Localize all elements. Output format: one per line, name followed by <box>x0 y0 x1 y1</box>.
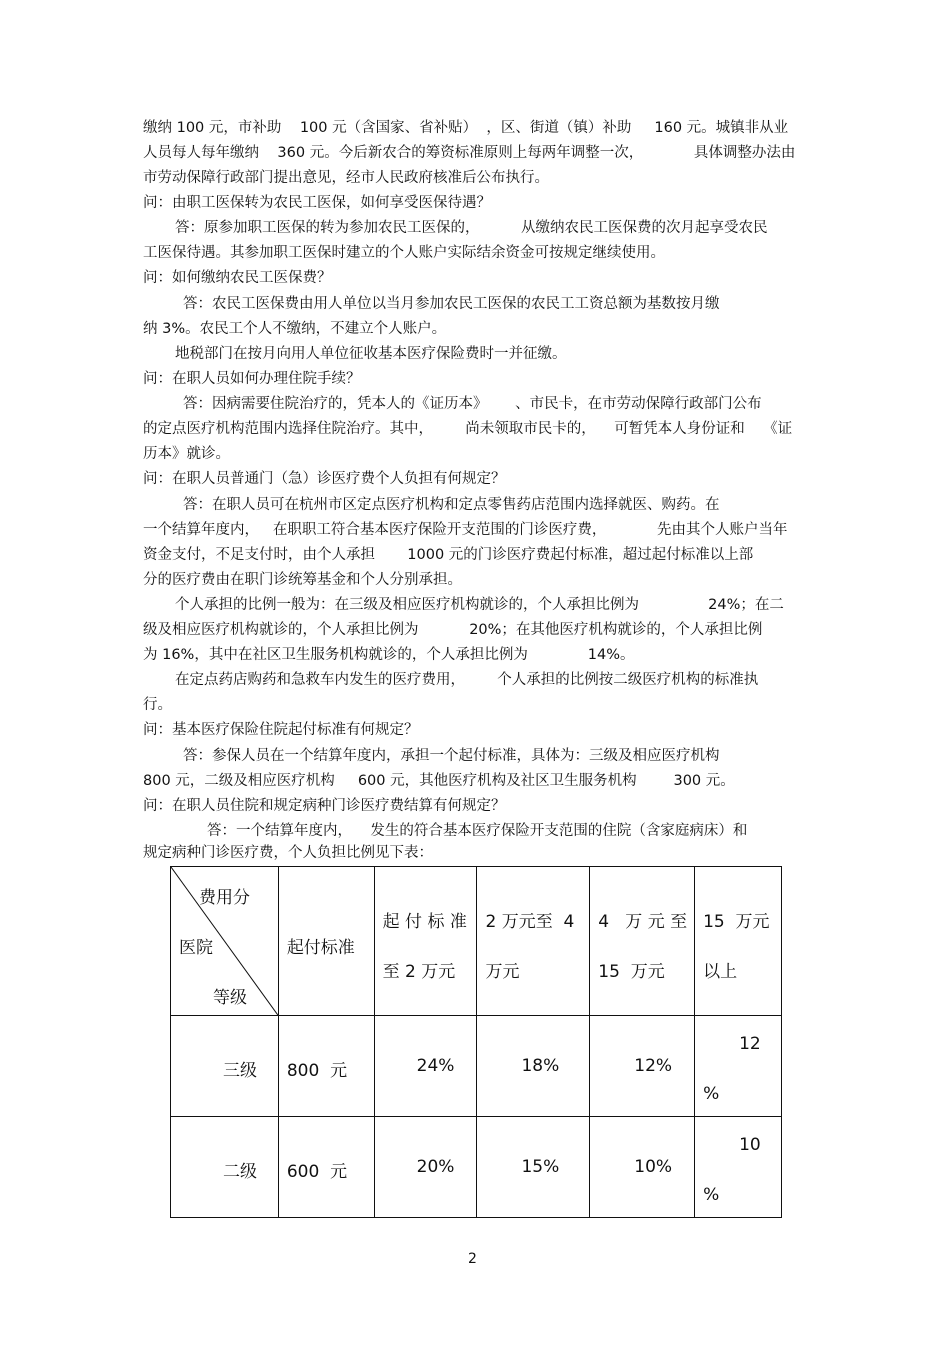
cost-sharing-table <box>170 866 782 1218</box>
corner-bottom-label: 等级 <box>213 988 247 1008</box>
text-line: 人员每人每年缴纳 360 元。今后新农合的筹资标准原则上每两年调整一次， 具体调整办法由 <box>143 145 796 161</box>
header-label: 万元 <box>485 962 520 982</box>
answer-line: 答：原参加职工医保的转为参加农民工医保的， 从缴纳农民工医保费的次月起享受农民 <box>175 220 768 236</box>
text-line: 缴纳 100 元，市补助 100 元（含国家、省补贴） ，区、街道（镇）补助 160 元。城镇非从业 <box>143 120 789 136</box>
rate-cell <box>374 1016 477 1117</box>
answer-line: 答：在职人员可在杭州市区定点医疗机构和定点零售药店范围内选择就医、购药。在 <box>183 497 720 513</box>
text-line: 分的医疗费由在职门诊统筹基金和个人分别承担。 <box>143 572 462 588</box>
rate-value: 20% <box>416 1157 455 1177</box>
header-threshold <box>278 867 374 1016</box>
rate-cell <box>590 1016 695 1117</box>
level-label: 二级 <box>223 1162 257 1182</box>
rate-cell <box>374 1117 477 1218</box>
level-cell <box>171 1016 279 1117</box>
header-label: 起付标准 <box>286 938 355 958</box>
text-line: 纳 3%。农民工个人不缴纳，不建立个人账户。 <box>143 321 447 337</box>
text-line: 级及相应医疗机构就诊的，个人承担比例为 20%；在其他医疗机构就诊的，个人承担比例 <box>143 622 763 638</box>
header-label: 15 万元 <box>598 962 665 982</box>
rate-value: 24% <box>416 1056 455 1076</box>
text-line: 在定点药店购药和急救车内发生的医疗费用， 个人承担的比例按二级医疗机构的标准执 <box>175 672 759 688</box>
header-label: 起 付 标 准 <box>382 912 467 932</box>
text-line: 历本》就诊。 <box>143 446 230 462</box>
rate-cell <box>477 1016 590 1117</box>
rate-cell <box>477 1117 590 1218</box>
page-number: 2 <box>468 1251 477 1267</box>
text-line: 市劳动保障行政部门提出意见，经市人民政府核准后公布执行。 <box>143 170 549 186</box>
header-2w-to-4w <box>477 867 590 1016</box>
text-line: 地税部门在按月向用人单位征收基本医疗保险费时一并征缴。 <box>175 346 567 362</box>
question-line: 问：在职人员住院和规定病种门诊医疗费结算有何规定？ <box>143 798 506 814</box>
answer-line: 答：一个结算年度内， 发生的符合基本医疗保险开支范围的住院（含家庭病床）和 <box>207 823 748 839</box>
question-line: 问：由职工医保转为农民工医保，如何享受医保待遇？ <box>143 195 491 211</box>
text-line: 一个结算年度内， 在职职工符合基本医疗保险开支范围的门诊医疗费， 先由其个人账户当年 <box>143 522 788 538</box>
table-header-row <box>171 867 782 1016</box>
question-line: 问：如何缴纳农民工医保费？ <box>143 270 332 286</box>
table-row <box>171 1016 782 1117</box>
table-row <box>171 1117 782 1218</box>
rate-value: 18% <box>521 1056 560 1076</box>
text-line: 规定病种门诊医疗费，个人负担比例见下表： <box>143 845 433 861</box>
header-label: 2 万元至 4 <box>485 912 575 932</box>
rate-value: 10 <box>739 1135 761 1155</box>
header-over-15w <box>695 867 782 1016</box>
text-line: 800 元，二级及相应医疗机构 600 元，其他医疗机构及社区卫生服务机构 300 元。 <box>143 773 735 789</box>
threshold-value: 800 元 <box>286 1061 348 1081</box>
header-label: 至 2 万元 <box>382 962 456 982</box>
corner-cell <box>171 867 279 1016</box>
threshold-cell <box>278 1117 374 1218</box>
answer-line: 答：参保人员在一个结算年度内，承担一个起付标准，具体为：三级及相应医疗机构 <box>183 748 720 764</box>
threshold-value: 600 元 <box>286 1162 348 1182</box>
threshold-cell <box>278 1016 374 1117</box>
text-line: 工医保待遇。其参加职工医保时建立的个人账户实际结余资金可按规定继续使用。 <box>143 245 665 261</box>
header-label: 以上 <box>703 962 738 982</box>
text-line: 资金支付，不足支付时，由个人承担 1000 元的门诊医疗费起付标准，超过起付标准以上部 <box>143 547 754 563</box>
rate-cell <box>695 1117 782 1218</box>
rate-value: 12 <box>739 1034 761 1054</box>
text-line: 的定点医疗机构范围内选择住院治疗。其中， 尚未领取市民卡的， 可暂凭本人身份证和 《证 <box>143 421 793 437</box>
corner-middle-label: 医院 <box>179 938 213 958</box>
rate-cell <box>695 1016 782 1117</box>
question-line: 问：在职人员如何办理住院手续？ <box>143 371 361 387</box>
level-cell <box>171 1117 279 1218</box>
header-label: 15 万元 <box>703 912 770 932</box>
rate-value: 12% <box>634 1056 673 1076</box>
rate-value: 10% <box>634 1157 673 1177</box>
text-line: 为 16%，其中在社区卫生服务机构就诊的，个人承担比例为 14%。 <box>143 647 635 663</box>
header-label: 4 万 元 至 <box>598 912 688 932</box>
rate-unit: % <box>703 1185 720 1205</box>
level-label: 三级 <box>223 1061 257 1081</box>
question-line: 问：基本医疗保险住院起付标准有何规定？ <box>143 722 419 738</box>
text-line: 个人承担的比例一般为：在三级及相应医疗机构就诊的，个人承担比例为 24%；在二 <box>175 597 784 613</box>
header-threshold-to-2w <box>374 867 477 1016</box>
rate-unit: % <box>703 1084 720 1104</box>
answer-line: 答：农民工医保费由用人单位以当月参加农民工医保的农民工工资总额为基数按月缴 <box>183 296 720 312</box>
rate-value: 15% <box>521 1157 560 1177</box>
corner-top-label: 费用分 <box>199 888 250 908</box>
rate-cell <box>590 1117 695 1218</box>
answer-line: 答：因病需要住院治疗的，凭本人的《证历本》 、市民卡，在市劳动保障行政部门公布 <box>183 396 762 412</box>
text-line: 行。 <box>143 697 172 713</box>
header-4w-to-15w <box>590 867 695 1016</box>
question-line: 问：在职人员普通门（急）诊医疗费个人负担有何规定？ <box>143 471 506 487</box>
